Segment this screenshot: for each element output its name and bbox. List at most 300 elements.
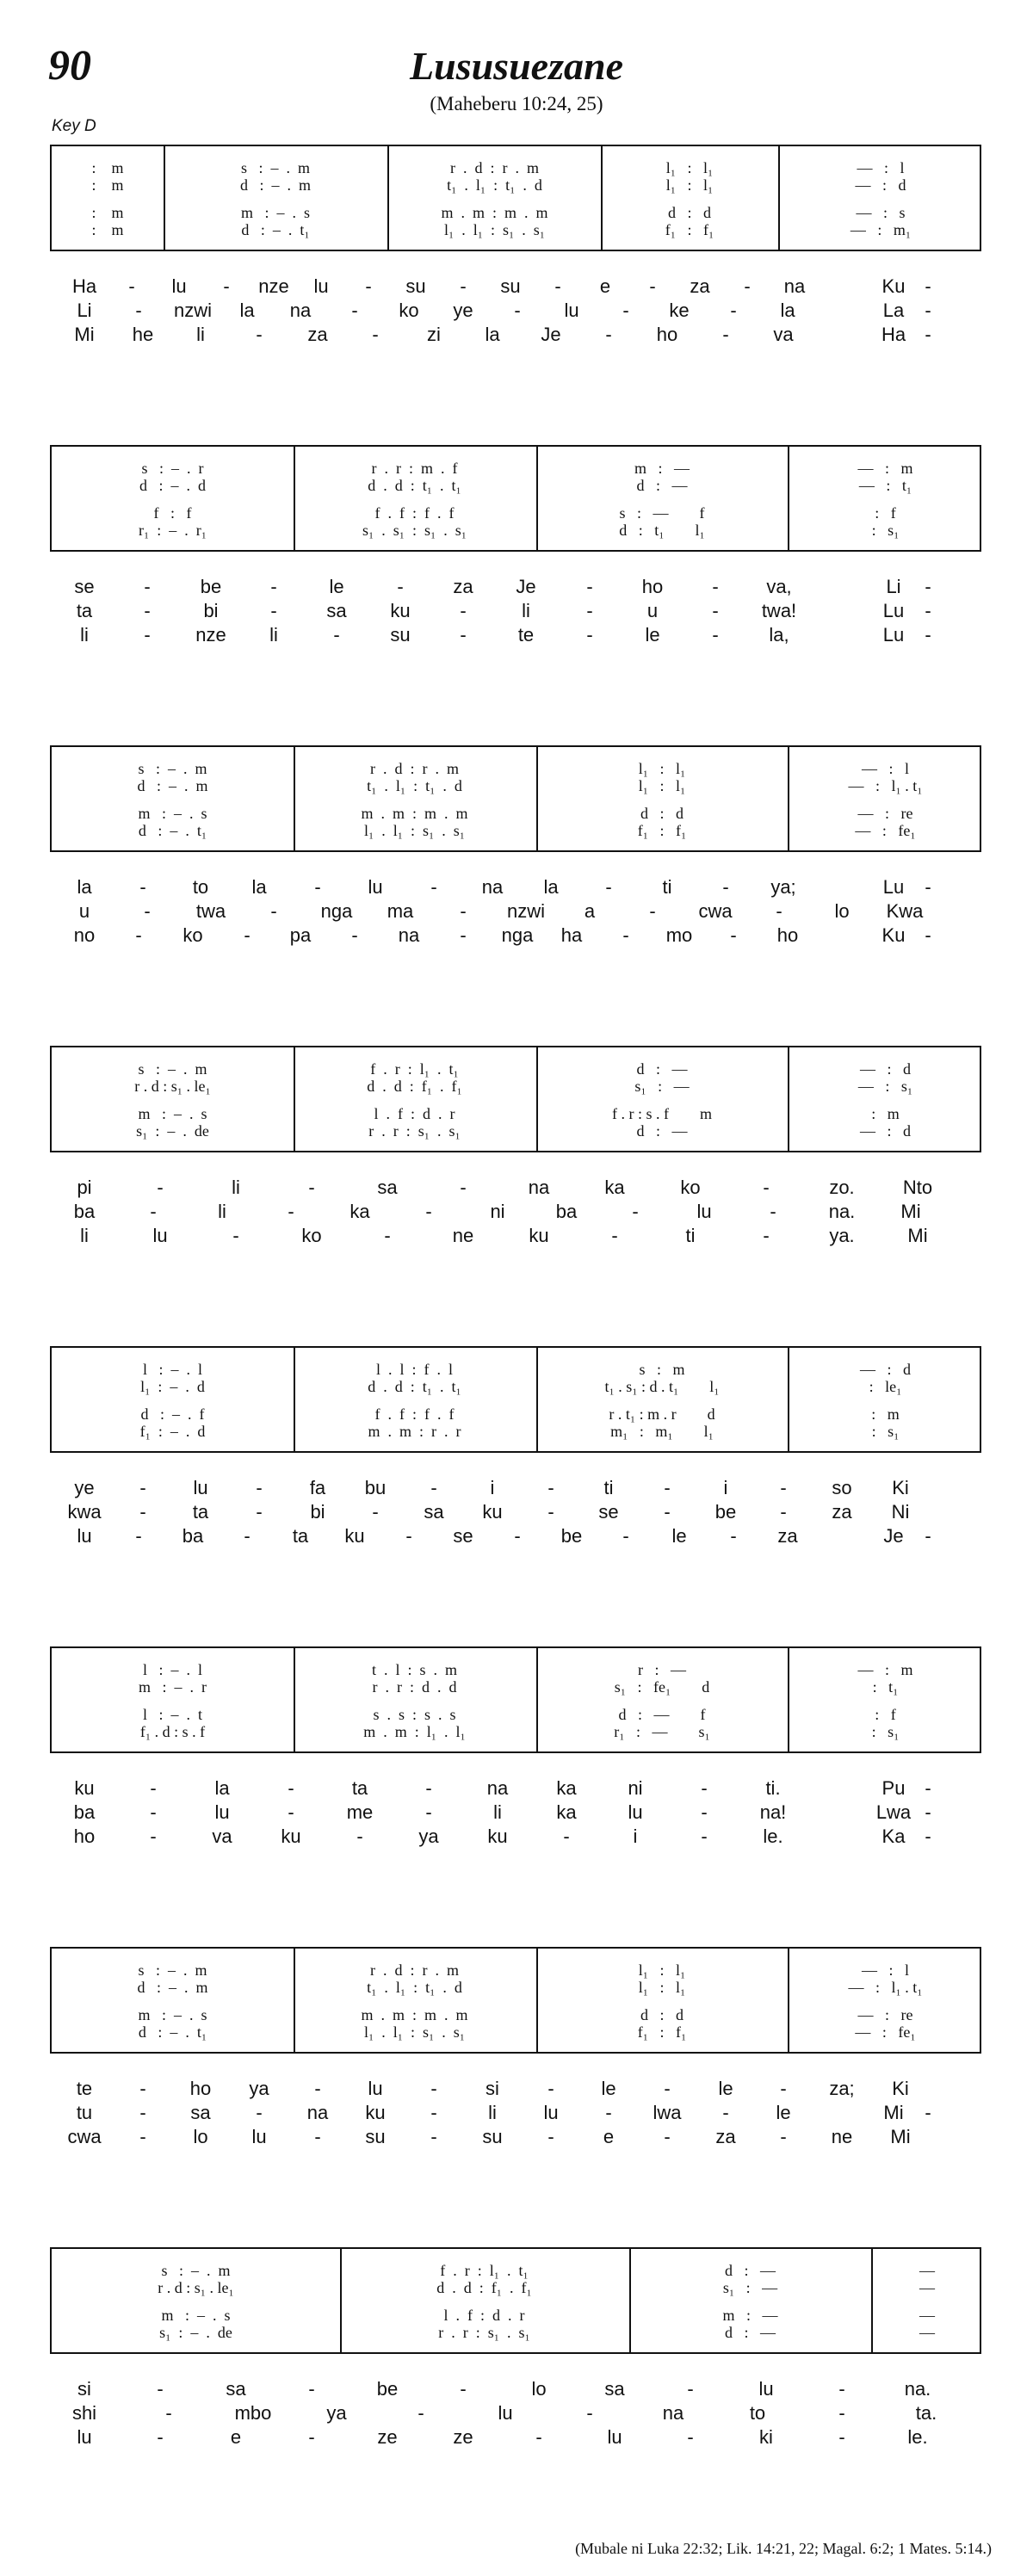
syllable-hyphen: - [605,324,612,345]
syllable-hyphen: - [139,2126,146,2147]
lyric-syllable: pa [289,924,312,946]
syllable-hyphen: - [925,1525,931,1547]
lyric-syllable: va [212,1825,232,1847]
lyric-syllable: lu [77,2426,92,2448]
syllable-hyphen: - [397,576,404,597]
lyric-syllable: ti [662,876,672,898]
lyric-syllable: lu [368,876,383,898]
lyric-syllable: e [230,2426,242,2448]
lyric-syllable: to [192,876,209,898]
syllable-hyphen: - [460,600,467,621]
syllable-hyphen: - [701,1801,708,1823]
solfa-measure: r . r : m . f [371,460,458,477]
lyric-syllable: na [306,2102,329,2123]
lyric-syllable: na [662,2402,684,2424]
solfa-measure: d : — f [618,1706,706,1723]
lyric-line [50,598,981,624]
lyric-syllable: ti [603,1477,614,1498]
voice-part-row [52,2323,983,2342]
voice-part-row [52,1121,983,1140]
solfa-measure: l₁ . l₁ : s₁ . s₁ [443,221,546,238]
lyric-syllable: lu [564,300,579,321]
lyric-syllable: zi [427,324,441,345]
lyric-line [50,1499,981,1525]
lyric-syllable: ta [351,1777,368,1799]
syllable-hyphen: - [838,2402,845,2424]
solfa-measure: l₁ : – . d [140,1378,205,1395]
syllable-hyphen: - [405,1525,412,1547]
syllable-hyphen: - [622,924,629,946]
lyric-syllable: za [453,576,473,597]
solfa-measure: d : – . t₁ [138,822,207,839]
voice-part-row [52,804,983,823]
lyric-syllable: si [77,2378,91,2400]
lyric-syllable: ti. [765,1777,781,1799]
syllable-hyphen: - [838,2378,845,2400]
solfa-measure: l : – . l [142,1661,202,1678]
lyric-syllable: ni [490,1201,505,1222]
lyric-syllable: li [218,1201,226,1222]
lyric-syllable: na [486,1777,509,1799]
lyric-syllable: la [214,1777,230,1799]
solfa-measure: s : m [639,1361,685,1378]
solfa-measure: m . m : m . m [361,2006,468,2023]
syllable-hyphen: - [430,876,437,898]
lyric-line [50,1776,981,1801]
solfa-measure: m : — [722,2307,778,2324]
syllable-hyphen: - [687,2426,694,2448]
syllable-hyphen: - [270,576,277,597]
solfa-measure: d . d : f₁ . f₁ [367,1078,462,1095]
lyric-syllable: lu [77,1525,92,1547]
lyric-syllable: lu [193,1477,208,1498]
syllable-hyphen: - [425,1777,432,1799]
lyric-syllable: Pu [881,1777,906,1799]
syllable-hyphen: - [925,924,931,946]
lyric-syllable: lu [313,275,329,297]
lyric-line [50,874,981,900]
syllable-hyphen: - [622,1525,629,1547]
solfa-measure: d : – . m [137,1979,208,1996]
lyric-syllable: tu [76,2102,93,2123]
lyric-syllable: lo [193,2126,208,2147]
syllable-hyphen: - [351,924,358,946]
lyric-line [50,2425,981,2450]
hymn-number: 90 [48,40,91,89]
syllable-hyphen: - [157,2378,164,2400]
solfa-measure: t₁ . l₁ : t₁ . d [447,176,542,194]
lyric-syllable: ku [281,1825,301,1847]
syllable-hyphen: - [165,2402,172,2424]
lyric-syllable: twa! [761,600,797,621]
syllable-hyphen: - [701,1825,708,1847]
syllable-hyphen: - [418,2402,424,2424]
solfa-measure: r . d : s₁ . le₁ [134,1078,211,1095]
lyric-syllable: le. [907,2426,928,2448]
lyric-syllable: ni [628,1777,643,1799]
lyric-syllable: Ku [881,924,906,946]
solfa-measure: : s₁ [871,522,900,539]
syllable-hyphen: - [701,1777,708,1799]
lyric-syllable: lu [251,2126,267,2147]
lyric-syllable: he [132,324,154,345]
lyric-syllable: Ha [71,275,97,297]
lyric-syllable: lu [628,1801,643,1823]
solfa-measure: r . d : r . m [450,159,539,176]
syllable-hyphen: - [308,1177,315,1198]
lyric-syllable: lu [758,2378,774,2400]
solfa-measure: r . d : s₁ . le₁ [158,2279,234,2296]
lyric-syllable: ya [249,2078,269,2099]
lyric-syllable: lu [543,2102,559,2123]
syllable-hyphen: - [605,2102,612,2123]
lyric-syllable: ki [759,2426,773,2448]
solfa-measure: l : – . l [142,1361,202,1378]
syllable-hyphen: - [256,324,263,345]
lyric-syllable: Ki [892,1477,909,1498]
lyric-syllable: ho [776,924,799,946]
solfa-measure: r . r : s₁ . s₁ [368,1122,461,1140]
solfa-measure: m . m : r . r [368,1423,461,1440]
solfa-measure: : m [91,159,124,176]
solfa-measure: s₁ : – . de [136,1122,209,1140]
lyric-syllable: li [196,324,205,345]
footer-references: (Mubale ni Luka 22:32; Lik. 14:21, 22; Magal. 6:2; 1 Mates. 5:14.) [575,2540,992,2557]
lyric-syllable: Ha [881,324,906,345]
syllable-hyphen: - [351,300,358,321]
solfa-measure: r : — [638,1661,686,1678]
syllable-hyphen: - [144,900,151,922]
syllable-hyphen: - [780,1477,787,1498]
lyric-syllable: nga [320,900,353,922]
lyric-syllable: be [714,1501,737,1523]
lyric-syllable: li [80,1225,89,1246]
solfa-measure: l . f : d . r [443,2307,525,2324]
syllable-hyphen: - [256,1501,263,1523]
syllable-hyphen: - [139,2078,146,2099]
voice-part-row [52,1722,983,1741]
solfa-measure: — : d [859,1060,911,1078]
syllable-hyphen: - [460,275,467,297]
lyric-syllable: la [543,876,559,898]
solfa-measure: — : l₁ . t₁ [848,777,923,794]
syllable-hyphen: - [563,1825,570,1847]
solfa-measure: : m [91,221,124,238]
syllable-hyphen: - [586,624,593,646]
lyric-syllable: i [723,1477,728,1498]
syllable-hyphen: - [586,600,593,621]
lyric-syllable: nga [501,924,534,946]
syllable-hyphen: - [554,275,561,297]
syllable-hyphen: - [712,624,719,646]
solfa-measure: — : l [861,1961,909,1979]
solfa-measure: d : – . m [239,176,311,194]
voice-part-row [52,759,983,778]
lyric-line [50,1223,981,1249]
lyric-syllable: la [251,876,267,898]
lyric-syllable: Mi [900,1201,921,1222]
voice-part-row [52,2005,983,2024]
syllable-hyphen: - [730,300,737,321]
lyric-syllable: se [74,576,95,597]
lyric-syllable: te [517,624,535,646]
lyric-syllable: so [832,1477,852,1498]
solfa-measure: — : s [856,204,906,221]
solfa-measure: t₁ . s₁ : d . t₁ l₁ [604,1378,720,1395]
syllable-hyphen: - [150,1777,157,1799]
lyric-syllable: na! [759,1801,787,1823]
lyric-syllable: ho [73,1825,96,1847]
syllable-hyphen: - [308,2378,315,2400]
syllable-hyphen: - [722,324,729,345]
lyric-syllable: ba [182,1525,204,1547]
lyric-syllable: Ku [881,275,906,297]
solfa-measure: l₁ : l₁ [638,777,686,794]
syllable-hyphen: - [157,1177,164,1198]
solfa-measure: — : re [857,2006,913,2023]
voice-part-row [52,2023,983,2042]
syllable-hyphen: - [460,624,467,646]
lyric-syllable: Lu [882,600,905,621]
solfa-staff [50,1346,981,1453]
lyric-syllable: ya. [829,1225,855,1246]
voice-part-row [52,776,983,795]
lyric-syllable: Nto [902,1177,933,1198]
syllable-hyphen: - [460,924,467,946]
solfa-measure: d . d : t₁ . t₁ [368,1378,461,1395]
syllable-hyphen: - [460,900,467,922]
voice-part-row [52,176,983,195]
lyric-syllable: va [773,324,794,345]
hymn-title: Lususuezane [410,44,623,88]
solfa-measure: : f [875,504,896,522]
solfa-measure: l₁ : l₁ [665,176,714,194]
syllable-hyphen: - [135,1525,142,1547]
solfa-measure: f₁ : – . d [139,1423,206,1440]
lyric-syllable: le [601,2078,616,2099]
solfa-measure: t . l : s . m [371,1661,457,1678]
solfa-measure: — : d [855,176,906,194]
syllable-hyphen: - [712,600,719,621]
lyric-syllable: na [398,924,420,946]
solfa-measure: — : fe₁ [855,2023,916,2041]
solfa-measure: : s₁ [871,1423,900,1440]
syllable-hyphen: - [139,2102,146,2123]
lyric-syllable: ku [529,1225,549,1246]
lyric-syllable: no [73,924,96,946]
lyric-syllable: li [493,1801,502,1823]
solfa-staff [50,445,981,552]
lyric-syllable: su [482,2126,503,2147]
lyric-syllable: le [329,576,344,597]
solfa-measure: l₁ : l₁ [665,159,714,176]
lyric-syllable: ku [365,2102,386,2123]
solfa-measure: t₁ . l₁ : t₁ . d [367,777,462,794]
solfa-measure: s : – . m [138,1060,207,1078]
lyric-syllable: nze [195,624,226,646]
solfa-measure: m₁ : m₁ l₁ [610,1423,714,1440]
solfa-measure: r₁ : — s₁ [614,1723,710,1740]
solfa-measure: f . f : f . f [374,1405,455,1423]
syllable-hyphen: - [430,2102,437,2123]
lyric-syllable: za [715,2126,736,2147]
lyric-syllable: ne [831,2126,853,2147]
lyric-syllable: Ka [881,1825,906,1847]
solfa-measure: l . f : d . r [374,1105,455,1122]
lyric-line [50,2124,981,2150]
voice-part-row [52,503,983,522]
syllable-hyphen: - [535,2426,542,2448]
lyric-syllable: pi [77,1177,92,1198]
lyric-line [50,1800,981,1825]
lyric-syllable: La [882,300,905,321]
solfa-measure: m : – . s [138,1105,207,1122]
solfa-staff [50,1046,981,1152]
solfa-measure: : f [875,1706,896,1723]
lyric-syllable: le [718,2078,733,2099]
voice-part-row [52,1422,983,1441]
syllable-hyphen: - [780,1501,787,1523]
syllable-hyphen: - [430,2078,437,2099]
syllable-hyphen: - [712,576,719,597]
lyric-syllable: lu [368,2078,383,2099]
solfa-measure: f₁ : f₁ [665,221,714,238]
solfa-measure: f . r : l₁ . t₁ [440,2262,529,2279]
voice-part-row [52,521,983,540]
syllable-hyphen: - [547,1477,554,1498]
lyric-syllable: sa [226,2378,246,2400]
syllable-hyphen: - [925,1777,931,1799]
solfa-measure: f . r : s . f m [612,1105,712,1122]
solfa-measure: — [919,2279,935,2296]
lyric-syllable: na [481,876,504,898]
lyric-syllable: lu [171,275,187,297]
lyric-syllable: sa [604,2378,625,2400]
lyric-syllable: bi [203,600,219,621]
lyric-syllable: lu [152,1225,168,1246]
solfa-measure: m : – . s [138,2006,207,2023]
solfa-measure: d : – . m [137,777,208,794]
syllable-hyphen: - [139,876,146,898]
lyric-syllable: lo [834,900,850,922]
solfa-measure: d : – . f [140,1405,205,1423]
syllable-hyphen: - [430,1477,437,1498]
syllable-hyphen: - [925,324,931,345]
solfa-measure: d : – . t₁ [138,2023,207,2041]
solfa-measure: — : s₁ [857,1078,913,1095]
solfa-measure: m . m : m . m [361,805,468,822]
voice-part-row [52,1705,983,1724]
solfa-measure: d : — [724,2262,776,2279]
solfa-measure: — [919,2324,935,2341]
syllable-hyphen: - [763,1177,770,1198]
syllable-hyphen: - [150,1825,157,1847]
syllable-hyphen: - [256,2102,263,2123]
syllable-hyphen: - [722,876,729,898]
lyric-syllable: la [77,876,92,898]
syllable-hyphen: - [514,1525,521,1547]
lyric-syllable: na. [828,1201,856,1222]
lyric-syllable: ho [656,324,678,345]
syllable-hyphen: - [744,275,751,297]
lyric-syllable: mbo [234,2402,272,2424]
syllable-hyphen: - [372,1501,379,1523]
lyric-syllable: Mi [907,1225,928,1246]
syllable-hyphen: - [333,624,340,646]
voice-part-row [52,476,983,495]
solfa-measure: l₁ . l₁ : s₁ . s₁ [363,822,466,839]
lyric-syllable: lwa [653,2102,682,2123]
syllable-hyphen: - [664,2078,671,2099]
solfa-measure: f₁ : f₁ [637,822,687,839]
key-signature: Key D [52,117,96,135]
solfa-staff [50,1646,981,1753]
lyric-syllable: a [584,900,596,922]
lyric-syllable: ba [73,1801,96,1823]
solfa-measure: f . r : l₁ . t₁ [370,1060,459,1078]
lyric-syllable: la, [769,624,789,646]
syllable-hyphen: - [925,2102,931,2123]
voice-part-row [52,1059,983,1078]
solfa-measure: r . d : r . m [370,760,459,777]
lyric-syllable: ta [192,1501,209,1523]
solfa-measure: r . r : s₁ . s₁ [438,2324,530,2341]
solfa-measure: m : – . s [240,204,310,221]
lyric-syllable: ku [74,1777,95,1799]
lyric-syllable: ke [669,300,690,321]
syllable-hyphen: - [157,2426,164,2448]
lyric-syllable: bu [364,1477,387,1498]
solfa-measure: m : – . r [139,1678,207,1696]
syllable-hyphen: - [270,900,277,922]
solfa-staff [50,145,981,251]
lyric-syllable: na [289,300,312,321]
syllable-hyphen: - [925,300,931,321]
voice-part-row [52,158,983,177]
syllable-hyphen: - [664,1501,671,1523]
lyric-syllable: se [598,1501,619,1523]
lyric-line [50,2076,981,2102]
syllable-hyphen: - [547,2078,554,2099]
lyric-line [50,899,981,924]
lyric-syllable: cwa [67,2126,102,2147]
syllable-hyphen: - [649,900,656,922]
lyric-syllable: ku [487,1825,508,1847]
syllable-hyphen: - [288,1801,294,1823]
lyric-syllable: ya; [770,876,796,898]
voice-part-row [52,1104,983,1123]
lyric-syllable: twa [195,900,226,922]
lyric-syllable: Lu [882,876,905,898]
lyric-line [50,1199,981,1225]
solfa-measure: l₁ . l₁ : s₁ . s₁ [363,2023,466,2041]
lyric-syllable: ya [326,2402,347,2424]
lyric-syllable: ze [453,2426,473,2448]
lyric-syllable: Ni [891,1501,910,1523]
solfa-measure: — : m [857,460,913,477]
lyric-syllable: ta. [915,2402,937,2424]
lyric-syllable: kwa [67,1501,102,1523]
lyric-syllable: bi [310,1501,325,1523]
solfa-measure: d : — [724,2324,776,2341]
lyric-syllable: nzwi [173,300,212,321]
solfa-measure: f₁ : f₁ [637,2023,687,2041]
syllable-hyphen: - [605,876,612,898]
lyric-syllable: e [599,275,611,297]
syllable-hyphen: - [430,2126,437,2147]
lyric-syllable: zo. [829,1177,855,1198]
syllable-hyphen: - [925,275,931,297]
